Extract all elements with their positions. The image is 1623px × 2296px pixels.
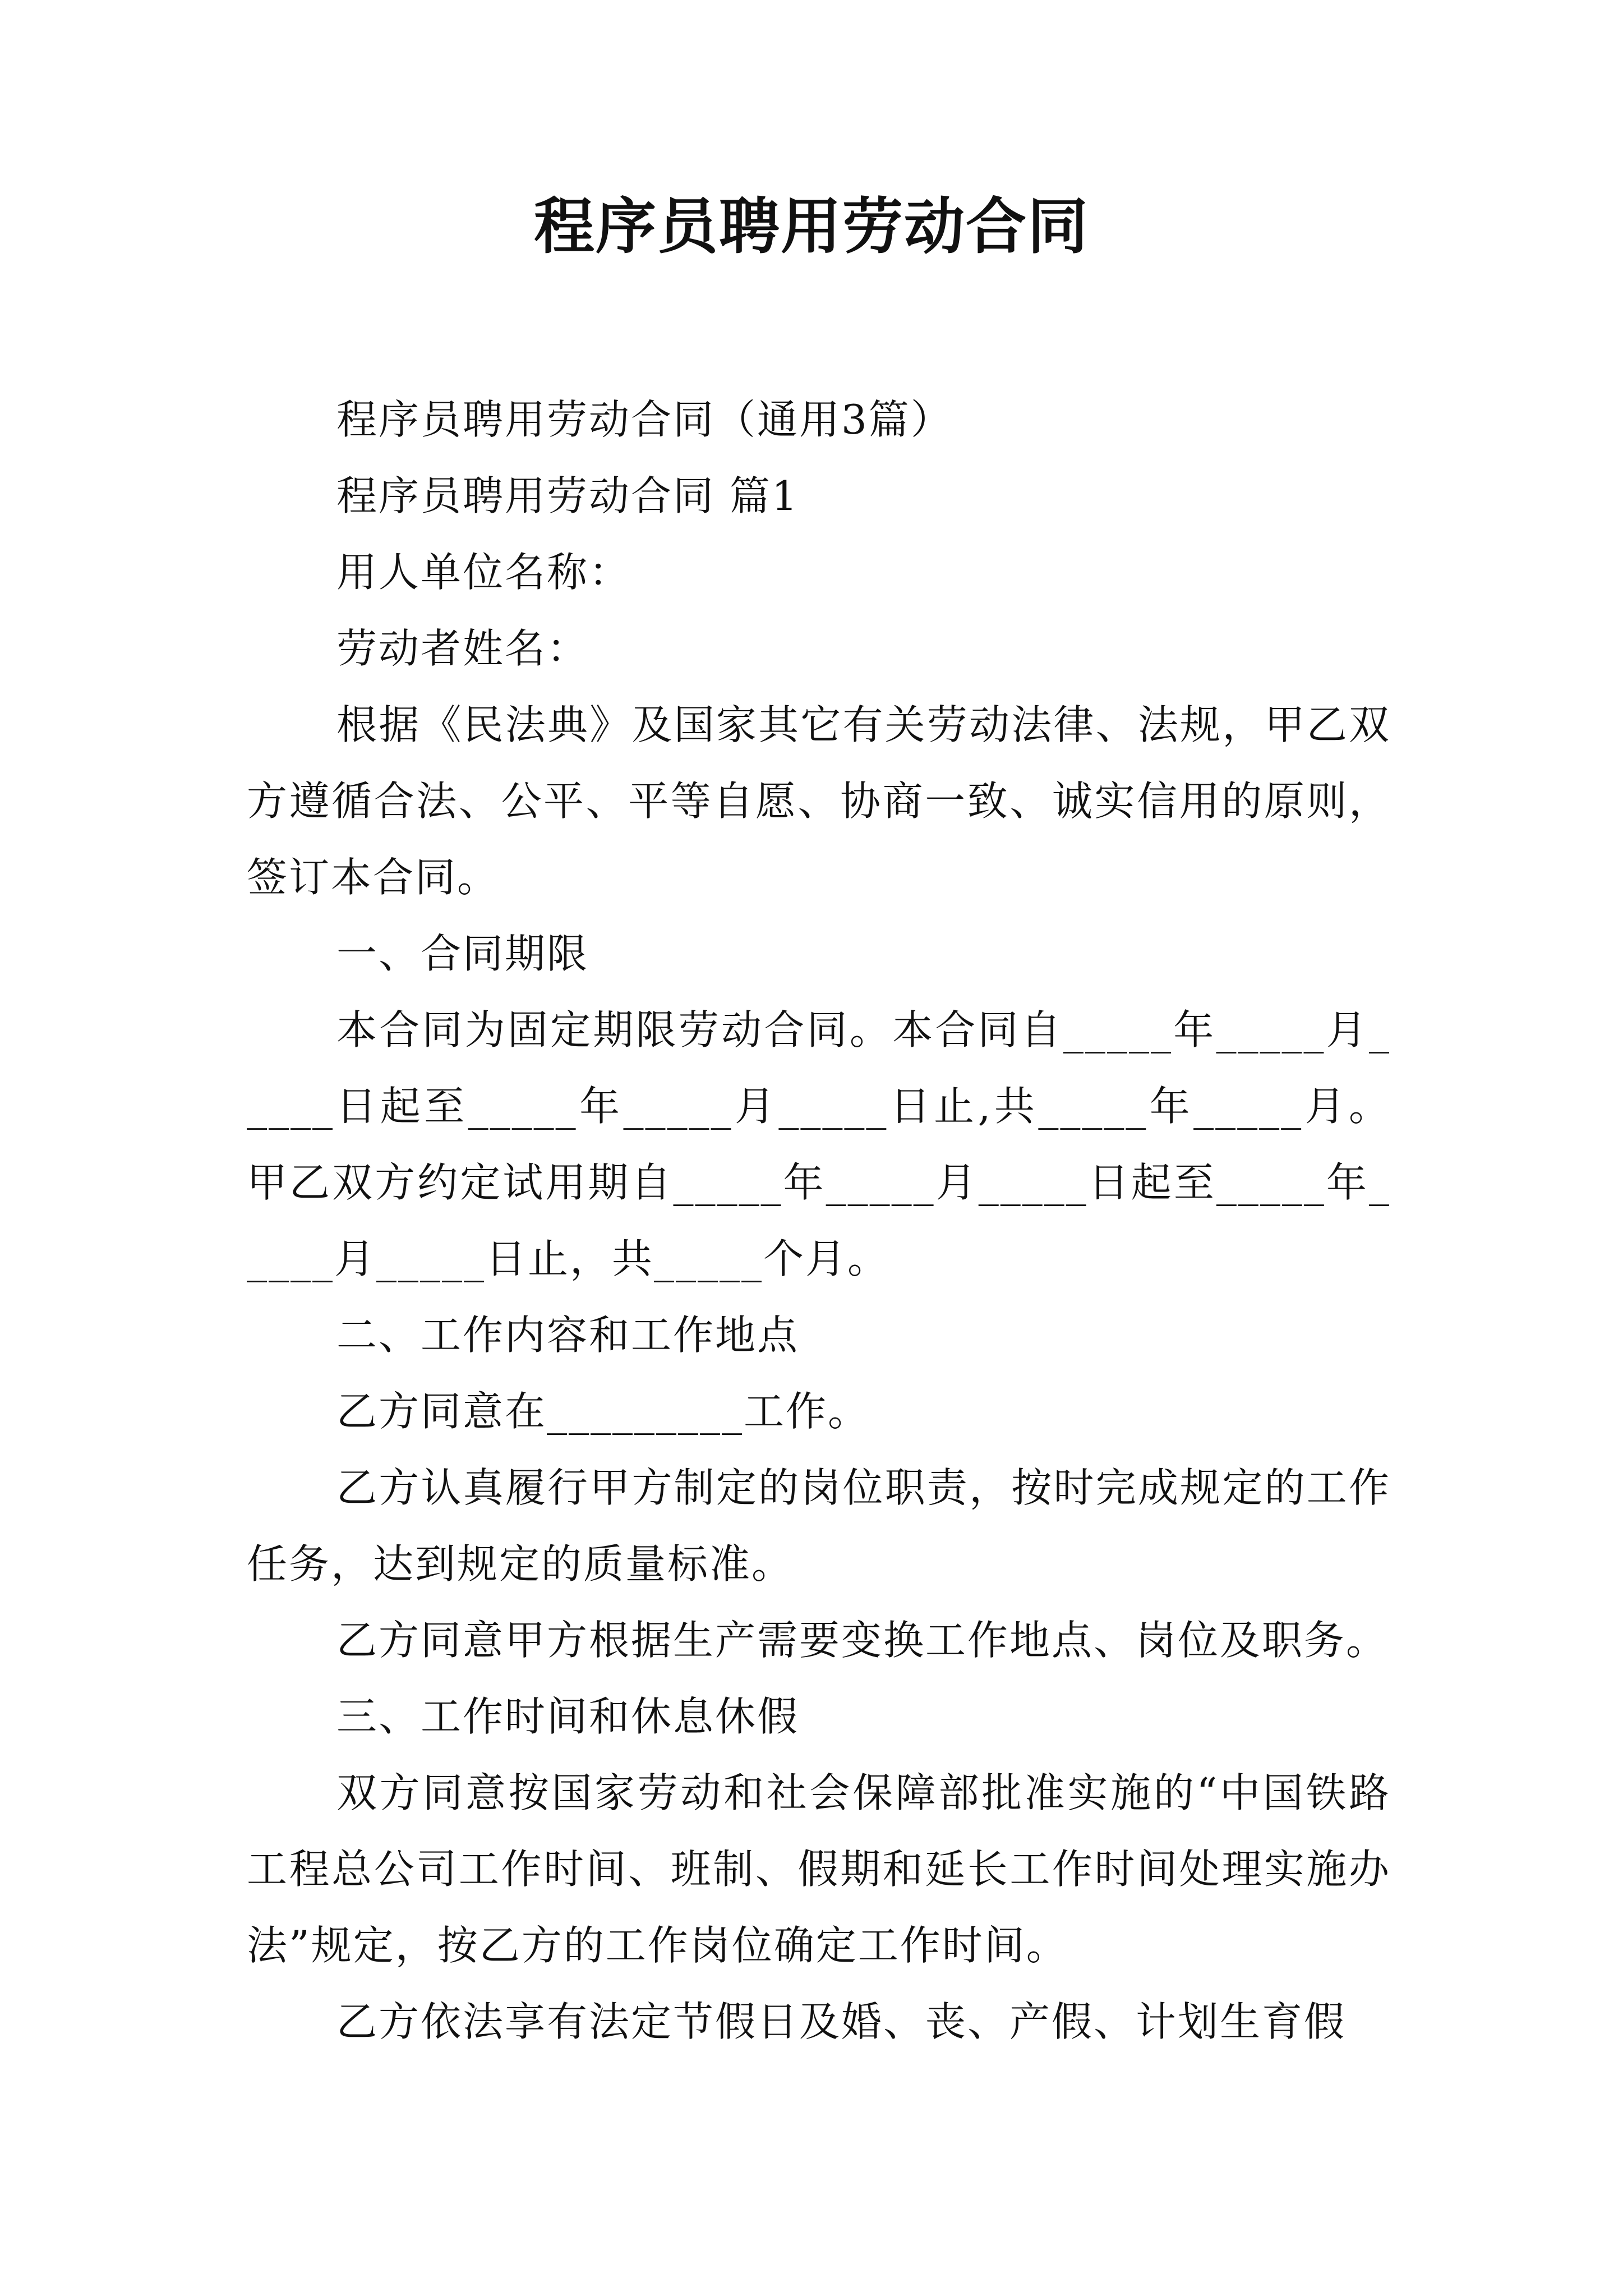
paragraph-preamble: 根据《民法典》及国家其它有关劳动法律、法规，甲乙双方遵循合法、公平、平等自愿、协商一致、诚实信用的原则，签订本合同。 [247,701,1391,901]
heading-contract-term: 一、合同期限 [336,930,589,977]
paragraph-work-hours: 双方同意按国家劳动和社会保障部批准实施的“中国铁路工程总公司工作时间、班制、假期和延长工作时间处理实施办法”规定，按乙方的工作岗位确定工作时间。 [247,1769,1391,1969]
heading-work-content: 二、工作内容和工作地点 [336,1312,800,1359]
paragraph-work-place: 乙方同意在_________工作。 [336,1388,870,1435]
paragraph-change-location: 乙方同意甲方根据生产需要变换工作地点、岗位及职务。 [336,1617,1389,1664]
paragraph-contract-term: 本合同为固定期限劳动合同。本合同自_____年_____月_____日起至_____年_____月_____日止,共_____年_____月。甲乙双方约定试用期自_____年_____月_____日起至_____年_____月_____日止，共_____个月。 [247,1006,1391,1282]
paragraph-employee-name: 劳动者姓名： [336,625,589,672]
paragraph-leave: 乙方依法享有法定节假日及婚、丧、产假、计划生育假 [336,1998,1347,2045]
paragraph-duties: 乙方认真履行甲方制定的岗位职责，按时完成规定的工作任务，达到规定的质量标准。 [247,1464,1391,1588]
paragraph-employer-name: 用人单位名称： [336,549,631,596]
paragraph-subtitle: 程序员聘用劳动合同（通用3篇） [336,396,953,443]
paragraph-section-heading: 程序员聘用劳动合同 篇1 [336,472,799,519]
heading-work-hours: 三、工作时间和休息休假 [336,1693,800,1740]
document-body [247,381,1391,2060]
document-title: 程序员聘用劳动合同 [533,191,1089,262]
